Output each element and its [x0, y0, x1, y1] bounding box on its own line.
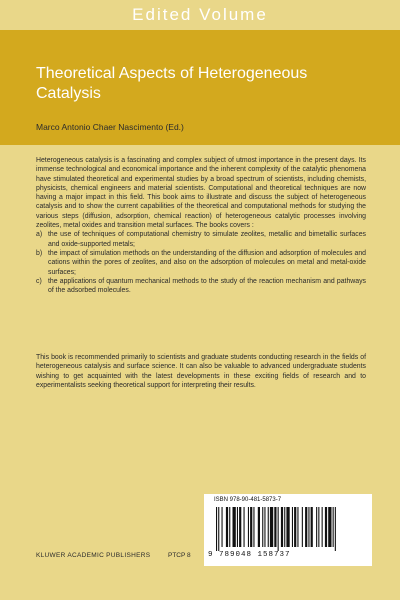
barcode-bar	[237, 507, 238, 547]
barcode-bar	[322, 507, 323, 547]
publisher-name: KLUWER ACADEMIC PUBLISHERS	[36, 552, 151, 559]
barcode-bar	[335, 507, 336, 551]
barcode-bar	[292, 507, 293, 547]
book-title	[36, 64, 376, 104]
list-item	[36, 277, 366, 296]
barcode-bar	[305, 507, 307, 547]
barcode-bar	[281, 507, 283, 547]
barcode-bar	[229, 507, 230, 547]
barcode-bar	[264, 507, 265, 547]
description-paragraph-2: This book is recommended primarily to scientists and graduate students conducting research in the fields of heterogeneous catalysis and surface science. It can also be valuable to advanced undergraduate students wishing to get acquainted with the latest developments in these exciting fields of research and to experimentalists seeking theoretical support for interpreting their results.	[36, 354, 366, 389]
barcode-bar	[325, 507, 327, 547]
barcode-bar	[284, 507, 285, 547]
barcode-bar	[218, 507, 219, 551]
barcode-bar	[248, 507, 249, 547]
barcode-bar	[253, 507, 254, 547]
list-item	[36, 230, 366, 249]
barcode-bar	[268, 507, 269, 547]
barcode-bar	[216, 507, 217, 551]
barcode-bar	[262, 507, 263, 547]
covered-topics-list	[36, 230, 366, 295]
list-item-label: b)	[36, 249, 43, 257]
book-title-line1: Theoretical Aspects of Heterogeneous	[36, 65, 308, 82]
description-block	[36, 156, 366, 295]
list-item-text: the impact of simulation methods on the understanding of the diffusion and adsorption of molecules and cations within the pores of zeolites, and also on the adsorption of molecules on metal and metal-oxide surfaces;	[48, 249, 366, 276]
editor-name: Marco Antonio Chaer Nascimento (Ed.)	[36, 122, 184, 132]
book-title-line2: Catalysis	[36, 85, 101, 102]
barcode-bar	[318, 507, 319, 547]
list-item	[36, 249, 366, 277]
barcode-bar	[239, 507, 241, 547]
barcode-bar	[222, 507, 223, 547]
barcode-bar	[333, 507, 334, 547]
barcode-bar	[328, 507, 331, 547]
barcode-bar	[308, 507, 309, 547]
list-item-text: the use of techniques of computational chemistry to simulate zeolites, metallic and bimetallic surfaces and oxide-supported metals;	[48, 231, 366, 248]
barcode-bar	[250, 507, 252, 547]
barcode-bar	[286, 507, 289, 547]
barcode-bar	[311, 507, 313, 547]
barcode-bar	[244, 507, 245, 547]
barcode-bar	[297, 507, 298, 547]
barcode-graphic	[216, 507, 364, 551]
barcode-box	[204, 494, 372, 566]
isbn-label: ISBN 978-90-481-5873-7	[214, 497, 282, 503]
description-paragraph-1: Heterogeneous catalysis is a fascinating and complex subject of utmost importance in the present days. Its immense technological and economical importance and the inherent complexity of the catalytic phenomena have stimulated theoretical and experimental studies by a broad spectrum of scientists, including chemists, physicists, chemical engineers and material scientists. Computational and theoretical techniques are now having a major impact in this field. This book aims to illustrate and discuss the subject of heterogeneous catalysis and to show the current capabilities of the theoretical and computational methods for studying the various steps (diffusion, adsorption, chemical reaction) of heterogeneous catalytic processes involving zeolites, metal oxides and transition metal surfaces. The books covers :	[36, 157, 366, 230]
barcode-digits: 9 789048 158737	[208, 551, 291, 559]
list-item-text: the applications of quantum mechanical methods to the study of the reaction mechanism and pathways of the adsorbed molecules.	[48, 277, 366, 295]
barcode-bar	[274, 507, 276, 547]
barcode-bar	[294, 507, 296, 547]
series-code: PTCP 8	[168, 552, 191, 559]
barcode-bar	[258, 507, 260, 547]
list-item-label: c)	[36, 277, 42, 285]
barcode-bar	[316, 507, 317, 547]
barcode-bar	[270, 507, 273, 547]
barcode-bar	[233, 507, 236, 547]
barcode-bar	[302, 507, 303, 547]
barcode-bar	[226, 507, 228, 547]
barcode-bar	[278, 507, 279, 551]
list-item-label: a)	[36, 231, 43, 239]
edited-volume-label: Edited Volume	[132, 5, 268, 24]
